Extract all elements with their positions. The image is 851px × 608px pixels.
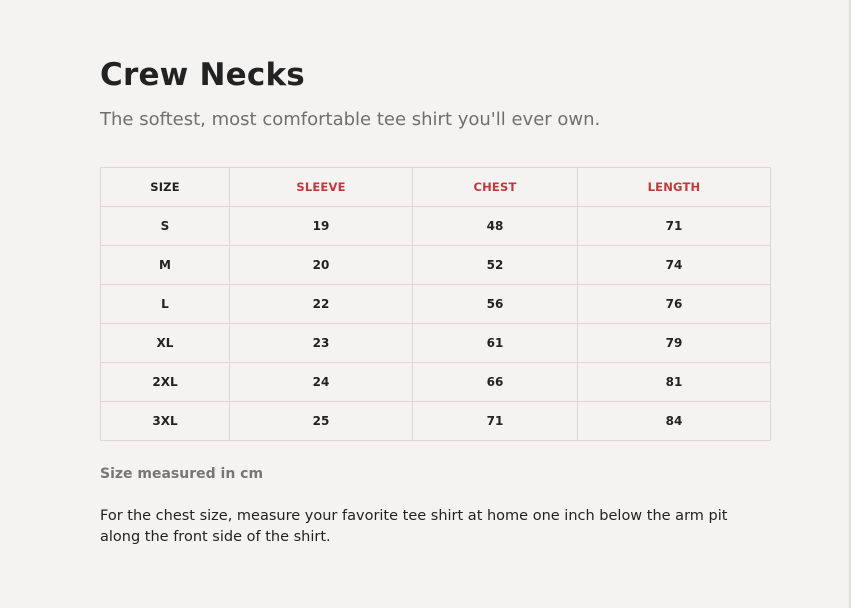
size-cell: L xyxy=(101,285,230,324)
length-cell: 71 xyxy=(578,207,771,246)
chest-cell: 61 xyxy=(413,324,578,363)
length-cell: 79 xyxy=(578,324,771,363)
size-cell: M xyxy=(101,246,230,285)
page-subtitle: The softest, most comfortable tee shirt you'll ever own. xyxy=(100,109,601,130)
chest-cell: 56 xyxy=(413,285,578,324)
size-cell: 2XL xyxy=(101,363,230,402)
table-row xyxy=(101,363,771,402)
table-row xyxy=(101,246,771,285)
table-row xyxy=(101,207,771,246)
column-header-size: SIZE xyxy=(101,168,230,207)
size-cell: S xyxy=(101,207,230,246)
sleeve-cell: 20 xyxy=(230,246,413,285)
sleeve-cell: 23 xyxy=(230,324,413,363)
length-cell: 76 xyxy=(578,285,771,324)
table-row xyxy=(101,324,771,363)
length-cell: 74 xyxy=(578,246,771,285)
chest-cell: 52 xyxy=(413,246,578,285)
size-cell: XL xyxy=(101,324,230,363)
column-header-sleeve: SLEEVE xyxy=(230,168,413,207)
size-cell: 3XL xyxy=(101,402,230,441)
measurement-unit-note: Size measured in cm xyxy=(100,466,264,482)
page-title: Crew Necks xyxy=(100,57,305,93)
column-header-chest: CHEST xyxy=(413,168,578,207)
length-cell: 84 xyxy=(578,402,771,441)
size-chart-table xyxy=(100,167,771,441)
column-header-length: LENGTH xyxy=(578,168,771,207)
sleeve-cell: 25 xyxy=(230,402,413,441)
sleeve-cell: 22 xyxy=(230,285,413,324)
chest-cell: 48 xyxy=(413,207,578,246)
chest-cell: 71 xyxy=(413,402,578,441)
sleeve-cell: 24 xyxy=(230,363,413,402)
chest-cell: 66 xyxy=(413,363,578,402)
sleeve-cell: 19 xyxy=(230,207,413,246)
chest-measurement-instructions: For the chest size, measure your favorite tee shirt at home one inch below the arm pit along the front side of the shirt. xyxy=(100,508,728,545)
table-header-row xyxy=(101,168,771,207)
table-row xyxy=(101,285,771,324)
table-row xyxy=(101,402,771,441)
length-cell: 81 xyxy=(578,363,771,402)
